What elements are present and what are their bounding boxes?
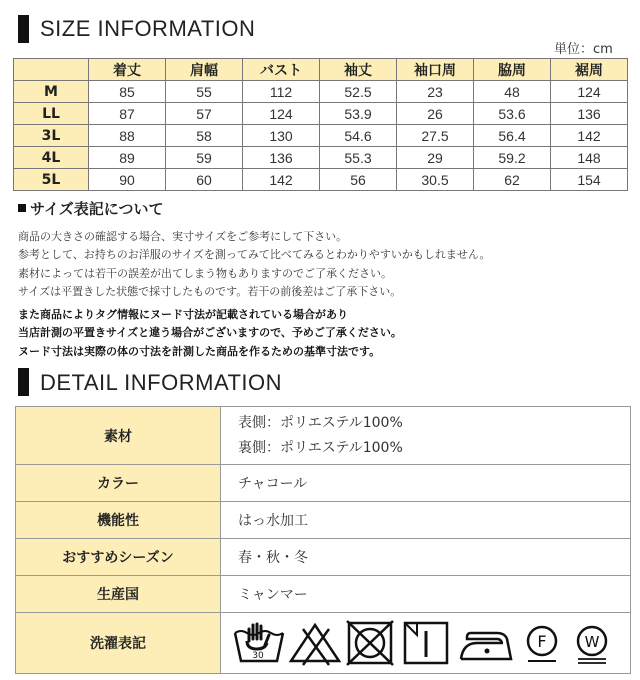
detail-row-color <box>16 465 631 502</box>
table-cell: 142 <box>551 125 628 147</box>
size-label: 4L <box>14 147 89 169</box>
table-cell: 90 <box>89 169 166 191</box>
table-cell: 30.5 <box>397 169 474 191</box>
detail-value: ミャンマー <box>221 576 631 613</box>
column-header: 袖口周 <box>397 59 474 81</box>
svg-text:30: 30 <box>252 651 264 661</box>
table-cell: 59 <box>166 147 243 169</box>
table-cell: 48 <box>474 81 551 103</box>
section-marker <box>18 368 29 396</box>
table-row <box>14 147 628 169</box>
table-cell: 142 <box>243 169 320 191</box>
line-dry-shade-icon <box>399 619 455 667</box>
table-cell: 136 <box>551 103 628 125</box>
table-cell: 124 <box>551 81 628 103</box>
table-cell: 29 <box>397 147 474 169</box>
iron-low-icon <box>455 619 517 667</box>
material-outer: 表側：ポリエステル100% <box>238 414 403 431</box>
detail-value: はっ水加工 <box>221 502 631 539</box>
size-notes <box>18 228 491 301</box>
table-cell: 59.2 <box>474 147 551 169</box>
care-symbols <box>221 613 631 674</box>
table-cell: 87 <box>89 103 166 125</box>
detail-value: 春・秋・冬 <box>221 539 631 576</box>
size-label: LL <box>14 103 89 125</box>
table-cell: 89 <box>89 147 166 169</box>
table-cell: 62 <box>474 169 551 191</box>
table-cell: 124 <box>243 103 320 125</box>
detail-label: 機能性 <box>16 502 221 539</box>
table-cell: 27.5 <box>397 125 474 147</box>
note-line: サイズは平置きした状態で採寸したものです。若干の前後差はご了承下さい。 <box>18 284 402 298</box>
detail-row-season <box>16 539 631 576</box>
table-cell: 56 <box>320 169 397 191</box>
table-cell: 88 <box>89 125 166 147</box>
svg-text:F: F <box>537 632 547 651</box>
column-header: 脇周 <box>474 59 551 81</box>
detail-label: 素材 <box>16 407 221 465</box>
size-label: 3L <box>14 125 89 147</box>
table-cell: 55 <box>166 81 243 103</box>
table-row <box>14 125 628 147</box>
table-cell: 130 <box>243 125 320 147</box>
hand-wash-30-icon <box>231 619 287 667</box>
size-table <box>13 58 628 191</box>
detail-value <box>221 407 631 465</box>
wet-clean-w-icon <box>567 619 617 667</box>
detail-row-care <box>16 613 631 674</box>
size-label: 5L <box>14 169 89 191</box>
column-header: 裾周 <box>551 59 628 81</box>
note-line-bold: ヌード寸法は実際の体の寸法を計測した商品を作るための基準寸法です。 <box>18 344 381 358</box>
note-line: 商品の大きさの確認する場合、実寸サイズをご参考にして下さい。 <box>18 230 348 243</box>
table-row <box>14 103 628 125</box>
table-cell: 136 <box>243 147 320 169</box>
detail-row-function <box>16 502 631 539</box>
detail-row-material <box>16 407 631 465</box>
size-table-corner <box>14 59 89 81</box>
table-cell: 53.9 <box>320 103 397 125</box>
material-inner: 裏側：ポリエステル100% <box>238 439 403 456</box>
table-cell: 58 <box>166 125 243 147</box>
table-cell: 26 <box>397 103 474 125</box>
square-bullet-icon <box>18 204 26 212</box>
detail-label: 生産国 <box>16 576 221 613</box>
size-label: M <box>14 81 89 103</box>
table-row <box>14 81 628 103</box>
column-header: 肩幅 <box>166 59 243 81</box>
table-cell: 52.5 <box>320 81 397 103</box>
size-notes-heading <box>18 198 164 219</box>
table-cell: 57 <box>166 103 243 125</box>
detail-table <box>15 406 631 674</box>
note-line-bold: 当店計測の平置きサイズと違う場合がございますので、予めご了承ください。 <box>18 326 402 340</box>
column-header: バスト <box>243 59 320 81</box>
size-section-title: SIZE INFORMATION <box>40 16 256 41</box>
nude-size-notes <box>18 306 402 361</box>
table-cell: 60 <box>166 169 243 191</box>
table-cell: 54.6 <box>320 125 397 147</box>
table-cell: 85 <box>89 81 166 103</box>
detail-label: カラー <box>16 465 221 502</box>
size-table-header-row <box>14 59 628 81</box>
table-cell: 148 <box>551 147 628 169</box>
table-cell: 112 <box>243 81 320 103</box>
note-line-bold: また商品によりタグ情報にヌード寸法が記載されている場合があり <box>18 308 348 321</box>
detail-label: 洗濯表記 <box>16 613 221 674</box>
table-cell: 154 <box>551 169 628 191</box>
section-marker <box>18 15 29 43</box>
table-cell: 53.6 <box>474 103 551 125</box>
note-line: 素材によっては若干の誤差が出てしまう物もありますのでご了承ください。 <box>18 266 392 280</box>
svg-text:W: W <box>584 633 600 651</box>
detail-label: おすすめシーズン <box>16 539 221 576</box>
dry-clean-f-icon <box>517 619 567 667</box>
table-cell: 55.3 <box>320 147 397 169</box>
table-row <box>14 169 628 191</box>
detail-value: チャコール <box>221 465 631 502</box>
no-tumble-dry-icon <box>343 619 399 667</box>
note-line: 参考として、お持ちのお洋服のサイズを測ってみて比べてみるとわかりやすいかもしれません。 <box>18 248 491 262</box>
unit-label: 単位：cm <box>554 42 613 57</box>
table-cell: 23 <box>397 81 474 103</box>
column-header: 着丈 <box>89 59 166 81</box>
size-notes-title: サイズ表記について <box>30 200 164 218</box>
no-bleach-icon <box>287 619 343 667</box>
table-cell: 56.4 <box>474 125 551 147</box>
detail-section-title: DETAIL INFORMATION <box>40 370 283 395</box>
detail-row-origin <box>16 576 631 613</box>
column-header: 袖丈 <box>320 59 397 81</box>
